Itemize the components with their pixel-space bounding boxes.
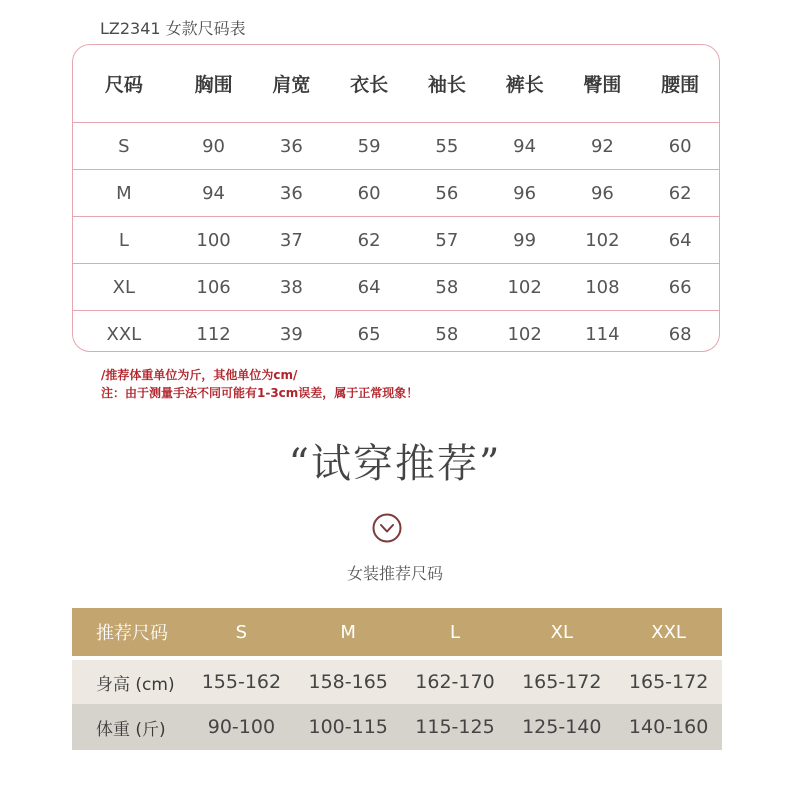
table-cell: 66 — [668, 276, 692, 298]
table-cell: XXL — [106, 323, 142, 345]
table-cell: S — [118, 135, 130, 157]
recommend-header-label: 推荐尺码 — [96, 623, 168, 644]
table-cell: 60 — [357, 182, 381, 204]
table-row — [73, 264, 719, 311]
table-row — [73, 170, 719, 217]
table-cell: 68 — [668, 323, 692, 345]
table-cell: 58 — [435, 323, 459, 345]
size-chart-table — [72, 44, 720, 352]
weight-cell: 100-115 — [308, 716, 388, 738]
header-cell: 裤长 — [505, 74, 544, 96]
height-cell: 165-172 — [522, 671, 602, 693]
table-cell: 62 — [668, 182, 692, 204]
table-cell: 99 — [513, 229, 537, 251]
table-row — [73, 217, 719, 264]
table-cell: 114 — [585, 323, 620, 345]
header-cell: 腰围 — [661, 74, 700, 96]
table-cell: 57 — [435, 229, 459, 251]
section-subtitle: 女装推荐尺码 — [346, 564, 443, 583]
table-cell: 102 — [585, 229, 620, 251]
weight-cell: 140-160 — [628, 716, 709, 738]
header-cell: 尺码 — [104, 74, 143, 96]
header-cell: 肩宽 — [272, 74, 311, 96]
table-cell: M — [116, 182, 132, 204]
table-cell: 64 — [357, 276, 381, 298]
recommend-header-cell: M — [340, 621, 356, 643]
table-cell: 39 — [279, 323, 303, 345]
table-cell: 90 — [202, 135, 226, 157]
size-chart-header — [73, 45, 719, 123]
table-row — [73, 123, 719, 170]
weight-cell: 115-125 — [415, 716, 495, 738]
table-cell: 96 — [513, 182, 537, 204]
table-cell: 102 — [507, 323, 542, 345]
recommend-header-cell: S — [235, 621, 248, 643]
header-cell: 衣长 — [350, 74, 389, 96]
table-cell: 106 — [196, 276, 231, 298]
table-cell: 92 — [590, 135, 614, 157]
header-cell: 臀围 — [583, 74, 622, 96]
table-cell: 64 — [668, 229, 692, 251]
height-cell: 158-165 — [308, 671, 388, 693]
table-cell: 112 — [196, 323, 231, 345]
table-cell: 38 — [279, 276, 303, 298]
table-cell: 59 — [357, 135, 381, 157]
error-note: 注：由于测量手法不同可能有1-3cm误差，属于正常现象！ — [101, 386, 419, 400]
recommend-header-cell: L — [449, 621, 460, 643]
section-title: “试穿推荐” — [288, 441, 502, 487]
table-cell: 58 — [435, 276, 459, 298]
table-cell: 60 — [668, 135, 692, 157]
recommend-table — [72, 608, 722, 750]
header-cell: 袖长 — [427, 74, 466, 96]
table-cell: 62 — [357, 229, 381, 251]
height-cell: 165-172 — [628, 671, 709, 693]
table-cell: 94 — [202, 182, 226, 204]
table-cell: 56 — [435, 182, 459, 204]
table-row — [73, 311, 719, 352]
table-cell: 100 — [196, 229, 231, 251]
table-cell: 108 — [585, 276, 620, 298]
height-label: 身高 (cm) — [96, 674, 175, 695]
chevron-down-circle-icon — [372, 513, 402, 543]
table-cell: 65 — [357, 323, 381, 345]
recommend-header-cell: XL — [550, 621, 573, 643]
table-cell: 37 — [279, 229, 303, 251]
weight-label: 体重 (斤) — [96, 719, 166, 740]
table-cell: 102 — [507, 276, 542, 298]
weight-row — [72, 704, 722, 750]
recommend-header-cell: XXL — [651, 621, 686, 643]
header-cell: 胸围 — [194, 74, 233, 96]
table-cell: L — [118, 229, 129, 251]
table-cell: XL — [112, 276, 136, 298]
unit-note: /推荐体重单位为斤，其他单位为cm/ — [101, 368, 298, 382]
table-cell: 94 — [513, 135, 537, 157]
table-cell: 36 — [279, 182, 303, 204]
height-cell: 162-170 — [415, 671, 495, 693]
height-row — [72, 660, 722, 704]
weight-cell: 90-100 — [207, 716, 276, 738]
height-cell: 155-162 — [201, 671, 282, 693]
weight-cell: 125-140 — [522, 716, 602, 738]
model-title: LZ2341 女款尺码表 — [100, 19, 246, 38]
table-cell: 55 — [435, 135, 459, 157]
recommend-header-row — [72, 608, 722, 656]
table-cell: 96 — [590, 182, 614, 204]
table-cell: 36 — [279, 135, 303, 157]
